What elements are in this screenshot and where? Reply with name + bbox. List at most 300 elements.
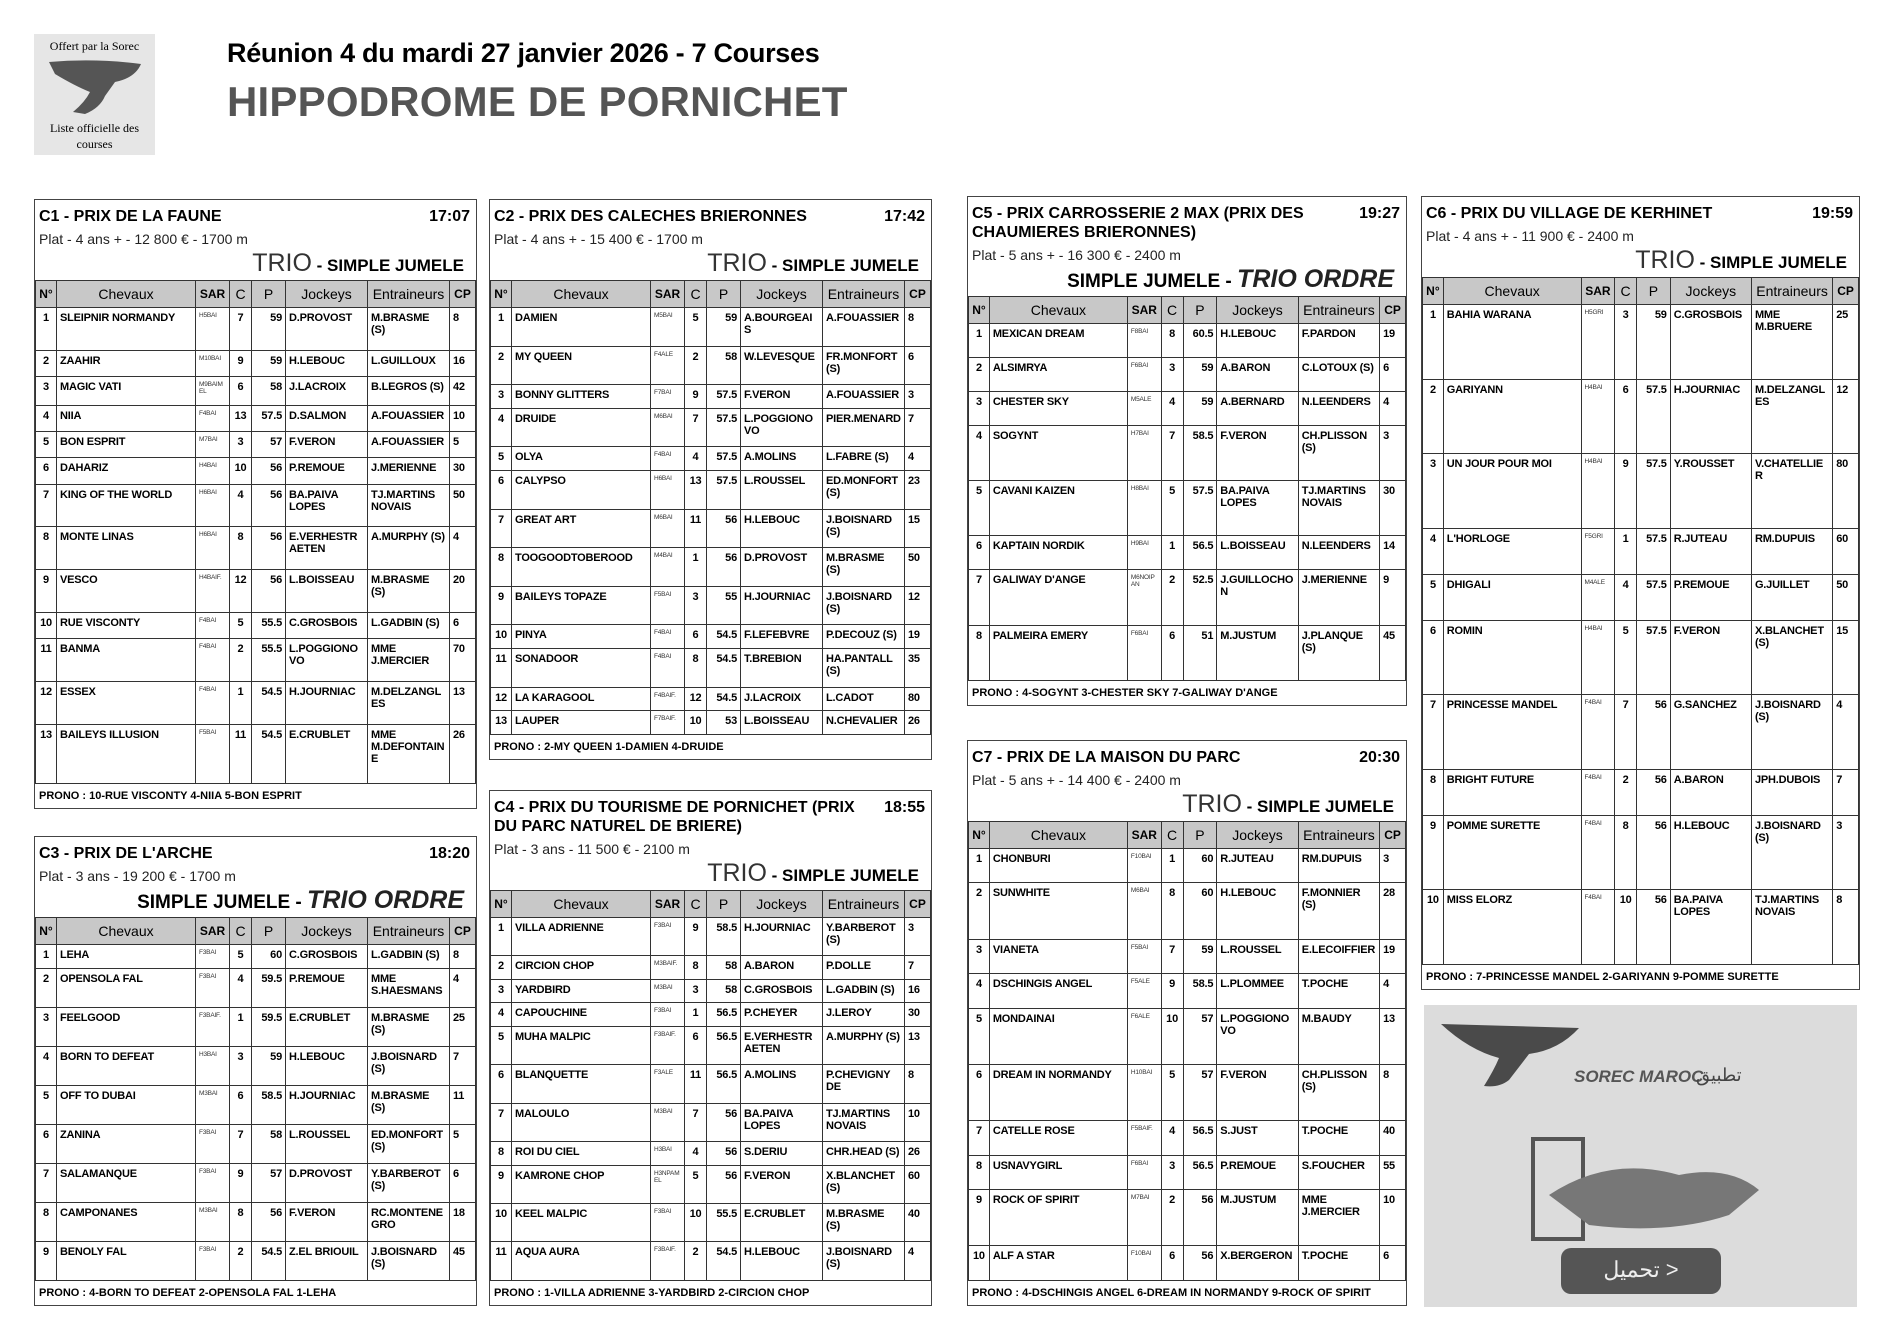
runner-row xyxy=(969,1064,1406,1120)
weight: 57 xyxy=(1183,1064,1217,1120)
draw: 6 xyxy=(1161,1246,1183,1281)
weight: 54.5 xyxy=(707,625,741,649)
horse-name: YARDBIRD xyxy=(512,979,651,1003)
runner-row xyxy=(1423,890,1859,965)
jockey: S.JUST xyxy=(1217,1121,1298,1155)
sorec-logo-icon xyxy=(1439,1020,1579,1090)
jockey: A.BARON xyxy=(1217,357,1298,391)
weight: 57 xyxy=(1183,1008,1217,1064)
runner-number: 1 xyxy=(1423,305,1444,380)
weight: 56 xyxy=(1637,695,1671,770)
draw: 5 xyxy=(1615,620,1637,695)
sar-code: F4BAIF. xyxy=(651,687,685,711)
runner-number: 5 xyxy=(491,447,512,471)
draw: 11 xyxy=(685,1065,707,1103)
runner-number: 7 xyxy=(1423,695,1444,770)
draw: 9 xyxy=(1615,454,1637,529)
trainer: MME J.MERCIER xyxy=(368,639,450,682)
trainer: J.BOISNARD (S) xyxy=(368,1046,450,1085)
trainer: A.FOUASSIER xyxy=(823,308,905,347)
runner-number: 10 xyxy=(36,612,57,638)
runner-row xyxy=(36,1163,476,1202)
odds: 26 xyxy=(905,1142,931,1166)
sar-code: F3ALE xyxy=(651,1065,685,1103)
odds: 40 xyxy=(1380,1121,1406,1155)
draw: 6 xyxy=(685,1026,707,1064)
odds: 80 xyxy=(905,687,931,711)
trainer: J.MERIENNE xyxy=(1298,570,1379,625)
trainer: V.CHATELLIER xyxy=(1751,454,1832,529)
column-header: C xyxy=(685,891,707,918)
column-header: Entraineurs xyxy=(368,281,450,308)
runner-number: 7 xyxy=(36,484,57,527)
runner-row xyxy=(36,308,476,351)
sar-code: H4BAI xyxy=(1581,620,1615,695)
jockey: F.VERON xyxy=(286,432,368,458)
odds: 26 xyxy=(905,711,931,735)
download-button[interactable]: تحميل > xyxy=(1561,1248,1721,1294)
horse-name: LEHA xyxy=(57,945,196,969)
jockey: D.PROVOST xyxy=(741,548,823,587)
runner-row xyxy=(36,458,476,484)
race-card-c4 xyxy=(489,790,932,1306)
odds: 7 xyxy=(905,956,931,980)
weight: 57.5 xyxy=(1637,620,1671,695)
bet-type-secondary: TRIO ORDRE xyxy=(1237,265,1394,293)
sar-code: M4ALE xyxy=(1581,574,1615,620)
jockey: L.BOISSEAU xyxy=(1217,536,1298,570)
jockey: A.BOURGEAIS xyxy=(741,308,823,347)
trainer: P.CHEVIGNY DE xyxy=(823,1065,905,1103)
weight: 52.5 xyxy=(1183,570,1217,625)
odds: 40 xyxy=(905,1204,931,1242)
runner-number: 11 xyxy=(36,639,57,682)
trainer: J.LEROY xyxy=(823,1003,905,1027)
draw: 4 xyxy=(1161,391,1183,425)
draw: 7 xyxy=(230,1124,252,1163)
weight: 56 xyxy=(252,484,286,527)
runner-row xyxy=(491,1165,931,1203)
runner-row xyxy=(491,1003,931,1027)
odds: 4 xyxy=(905,1242,931,1281)
horse-name: OLYA xyxy=(512,447,651,471)
runner-row xyxy=(491,1103,931,1141)
column-header: CP xyxy=(1380,297,1406,324)
column-header: Entraineurs xyxy=(1298,297,1379,324)
runner-number: 8 xyxy=(969,625,990,680)
column-header: N° xyxy=(1423,278,1444,305)
runner-number: 4 xyxy=(36,1046,57,1085)
weight: 59.5 xyxy=(252,968,286,1007)
runners-table xyxy=(968,821,1406,1281)
runner-number: 7 xyxy=(491,509,512,548)
draw: 10 xyxy=(685,1204,707,1242)
jockey: BA.PAIVA LOPES xyxy=(1217,481,1298,536)
draw: 11 xyxy=(685,509,707,548)
column-header: N° xyxy=(491,891,512,918)
race-card-c7 xyxy=(967,740,1407,1306)
weight: 59 xyxy=(1183,357,1217,391)
horse-name: SOGYNT xyxy=(989,425,1127,480)
column-header: C xyxy=(230,918,252,945)
column-header: Chevaux xyxy=(989,297,1127,324)
odds: 26 xyxy=(450,724,476,783)
bet-types xyxy=(35,247,476,280)
race-title: C4 - PRIX DU TOURISME DE PORNICHET (PRIX DU PARC NATUREL DE BRIERE) xyxy=(494,799,855,835)
runner-number: 8 xyxy=(1423,769,1444,815)
trainer: A.MURPHY (S) xyxy=(823,1026,905,1064)
odds: 7 xyxy=(905,408,931,447)
column-header: Jockeys xyxy=(286,918,368,945)
runner-number: 8 xyxy=(969,1155,990,1189)
race-title: C1 - PRIX DE LA FAUNE xyxy=(39,208,222,225)
jockey: E.CRUBLET xyxy=(741,1204,823,1242)
horse-name: BAHIA WARANA xyxy=(1443,305,1581,380)
jockey: C.GROSBOIS xyxy=(1670,305,1751,380)
runner-number: 10 xyxy=(969,1246,990,1281)
horse-name: MUHA MALPIC xyxy=(512,1026,651,1064)
race-title: C2 - PRIX DES CALECHES BRIERONNES xyxy=(494,208,807,225)
bet-types xyxy=(35,884,476,917)
jockey: A.BARON xyxy=(741,956,823,980)
draw: 7 xyxy=(1615,695,1637,770)
horse-name: ROI DU CIEL xyxy=(512,1142,651,1166)
jockey: G.SANCHEZ xyxy=(1670,695,1751,770)
runners-table xyxy=(490,890,931,1281)
jockey: C.GROSBOIS xyxy=(286,612,368,638)
column-header: C xyxy=(1161,297,1183,324)
sar-code: M3BAI xyxy=(196,1202,230,1241)
horse-name: OFF TO DUBAI xyxy=(57,1085,196,1124)
race-card-c2 xyxy=(489,199,932,760)
draw: 4 xyxy=(230,484,252,527)
odds: 6 xyxy=(1380,1246,1406,1281)
runner-row xyxy=(36,1085,476,1124)
race-conditions: Plat - 3 ans - 11 500 € - 2100 m xyxy=(494,841,690,857)
weight: 54.5 xyxy=(252,724,286,783)
jockey: W.LEVESQUE xyxy=(741,346,823,385)
odds: 9 xyxy=(1380,570,1406,625)
horse-name: KING OF THE WORLD xyxy=(57,484,196,527)
runner-row xyxy=(1423,528,1859,574)
runners-table xyxy=(1422,277,1859,965)
draw: 2 xyxy=(230,1241,252,1280)
runners-table xyxy=(35,280,476,784)
sar-code: F6BAI xyxy=(1127,1155,1161,1189)
horse-name: NIIA xyxy=(57,405,196,431)
runner-row xyxy=(1423,620,1859,695)
runner-row xyxy=(491,509,931,548)
trainer: A.MURPHY (S) xyxy=(368,527,450,570)
runner-row xyxy=(36,968,476,1007)
race-conditions: Plat - 4 ans + - 12 800 € - 1700 m xyxy=(39,231,248,247)
odds: 4 xyxy=(1833,695,1859,770)
trainer: M.DELZANGLES xyxy=(368,681,450,724)
odds: 28 xyxy=(1380,883,1406,939)
column-header: SAR xyxy=(196,918,230,945)
runner-number: 9 xyxy=(969,1190,990,1246)
trainer: L.GADBIN (S) xyxy=(368,612,450,638)
column-header: Jockeys xyxy=(741,281,823,308)
horse-name: GREAT ART xyxy=(512,509,651,548)
sar-code: M6BAI xyxy=(651,408,685,447)
trainer: J.BOISNARD (S) xyxy=(823,586,905,625)
trainer: RC.MONTENEGRO xyxy=(368,1202,450,1241)
trainer: A.FOUASSIER xyxy=(368,432,450,458)
horse-name: ROMIN xyxy=(1443,620,1581,695)
runner-number: 3 xyxy=(969,939,990,973)
trainer: TJ.MARTINS NOVAIS xyxy=(1751,890,1832,965)
jockey: F.VERON xyxy=(741,1165,823,1203)
runner-row xyxy=(491,711,931,735)
weight: 57.5 xyxy=(1183,481,1217,536)
draw: 5 xyxy=(1161,481,1183,536)
runner-row xyxy=(491,1142,931,1166)
draw: 13 xyxy=(230,405,252,431)
runner-row xyxy=(491,385,931,409)
trainer: M.BRASME (S) xyxy=(368,1085,450,1124)
column-header: N° xyxy=(36,918,57,945)
race-title: C5 - PRIX CARROSSERIE 2 MAX (PRIX DES CHAUMIERES BRIERONNES) xyxy=(972,205,1304,241)
runner-row xyxy=(36,1007,476,1046)
odds: 3 xyxy=(905,918,931,956)
odds: 45 xyxy=(1380,625,1406,680)
horse-name: ROCK OF SPIRIT xyxy=(989,1190,1127,1246)
runner-row xyxy=(969,1008,1406,1064)
sar-code: F3BAI xyxy=(196,1163,230,1202)
draw: 1 xyxy=(1161,536,1183,570)
horse-name: CAMPONANES xyxy=(57,1202,196,1241)
runner-number: 9 xyxy=(36,570,57,613)
sar-code: H8BAI xyxy=(1127,481,1161,536)
draw: 1 xyxy=(1615,528,1637,574)
runner-row xyxy=(36,1124,476,1163)
runner-number: 13 xyxy=(491,711,512,735)
runner-number: 13 xyxy=(36,724,57,783)
race-time: 19:27 xyxy=(1359,205,1400,222)
draw: 2 xyxy=(1615,769,1637,815)
bet-type-primary: TRIO xyxy=(252,249,312,277)
odds: 19 xyxy=(1380,324,1406,358)
runner-number: 4 xyxy=(969,974,990,1008)
runner-number: 2 xyxy=(36,350,57,376)
sar-code: F4BAI xyxy=(1581,815,1615,890)
weight: 58 xyxy=(707,979,741,1003)
race-time: 19:59 xyxy=(1812,205,1853,222)
trainer: N.CHEVALIER xyxy=(823,711,905,735)
runner-number: 3 xyxy=(36,376,57,405)
trainer: M.BRASME (S) xyxy=(823,548,905,587)
horse-name: BONNY GLITTERS xyxy=(512,385,651,409)
odds: 13 xyxy=(450,681,476,724)
runner-row xyxy=(491,687,931,711)
weight: 57.5 xyxy=(1637,379,1671,454)
horse-name: BAILEYS ILLUSION xyxy=(57,724,196,783)
trainer: N.LEENDERS xyxy=(1298,536,1379,570)
runner-row xyxy=(36,432,476,458)
runner-row xyxy=(969,324,1406,358)
trainer: J.BOISNARD (S) xyxy=(1751,815,1832,890)
sar-code: F6BAI xyxy=(1127,625,1161,680)
runner-number: 7 xyxy=(969,570,990,625)
weight: 54.5 xyxy=(707,687,741,711)
trainer: JPH.DUBOIS xyxy=(1751,769,1832,815)
jockey: F.LEFEBVRE xyxy=(741,625,823,649)
horse-name: BRIGHT FUTURE xyxy=(1443,769,1581,815)
race-title: C7 - PRIX DE LA MAISON DU PARC xyxy=(972,749,1241,766)
runner-row xyxy=(969,1155,1406,1189)
runner-row xyxy=(36,570,476,613)
runner-row xyxy=(969,391,1406,425)
runner-number: 11 xyxy=(491,648,512,687)
odds: 11 xyxy=(450,1085,476,1124)
odds: 6 xyxy=(905,346,931,385)
trainer: E.LECOIFFIER xyxy=(1298,939,1379,973)
odds: 7 xyxy=(450,1046,476,1085)
runner-row xyxy=(969,357,1406,391)
runner-row xyxy=(491,956,931,980)
weight: 58 xyxy=(707,346,741,385)
race-title: C3 - PRIX DE L'ARCHE xyxy=(39,845,213,862)
odds: 35 xyxy=(905,648,931,687)
runner-number: 6 xyxy=(969,1064,990,1120)
sar-code: F4BAI xyxy=(651,648,685,687)
weight: 53 xyxy=(707,711,741,735)
draw: 6 xyxy=(1615,379,1637,454)
weight: 54.5 xyxy=(707,1242,741,1281)
trainer: Y.BARBEROT (S) xyxy=(368,1163,450,1202)
runner-row xyxy=(491,308,931,347)
horse-name: DHIGALI xyxy=(1443,574,1581,620)
trainer: J.BOISNARD (S) xyxy=(823,1242,905,1281)
draw: 10 xyxy=(685,711,707,735)
horse-name: ALSIMRYA xyxy=(989,357,1127,391)
draw: 9 xyxy=(685,385,707,409)
horse-name: SUNWHITE xyxy=(989,883,1127,939)
odds: 3 xyxy=(1833,815,1859,890)
weight: 55.5 xyxy=(252,639,286,682)
bet-type-primary: TRIO xyxy=(1182,790,1242,818)
bet-types xyxy=(490,247,931,280)
horse-name: PALMEIRA EMERY xyxy=(989,625,1127,680)
jockey: E.VERHESTRAETEN xyxy=(286,527,368,570)
sar-code: H3BAI xyxy=(651,1142,685,1166)
sar-code: F3BAIF. xyxy=(196,1007,230,1046)
trainer: M.BAUDY xyxy=(1298,1008,1379,1064)
horse-name: CAPOUCHINE xyxy=(512,1003,651,1027)
sar-code: F3BAIF. xyxy=(651,1242,685,1281)
trainer: M.DELZANGLES xyxy=(1751,379,1832,454)
weight: 55.5 xyxy=(707,1204,741,1242)
race-time: 18:20 xyxy=(429,845,470,862)
horse-name: MALOULO xyxy=(512,1103,651,1141)
jockey: L.POGGIONOVO xyxy=(1217,1008,1298,1064)
weight: 56 xyxy=(707,1165,741,1203)
draw: 4 xyxy=(685,447,707,471)
weight: 56 xyxy=(707,548,741,587)
column-header: Entraineurs xyxy=(823,281,905,308)
weight: 54.5 xyxy=(252,681,286,724)
jockey: Z.EL BRIOUIL xyxy=(286,1241,368,1280)
draw: 5 xyxy=(685,1165,707,1203)
runner-number: 1 xyxy=(491,918,512,956)
ad-brand: SOREC MAROC xyxy=(1574,1067,1704,1086)
sar-code: F5BAIF. xyxy=(1127,1121,1161,1155)
draw: 13 xyxy=(685,471,707,510)
sar-code: F3BAI xyxy=(196,1124,230,1163)
trainer: CHR.HEAD (S) xyxy=(823,1142,905,1166)
column-header: CP xyxy=(450,918,476,945)
draw: 3 xyxy=(1615,305,1637,380)
draw: 7 xyxy=(1161,939,1183,973)
draw: 5 xyxy=(230,612,252,638)
runner-row xyxy=(491,625,931,649)
column-header: CP xyxy=(1833,278,1859,305)
horse-name: GARIYANN xyxy=(1443,379,1581,454)
sar-code: F5BAI xyxy=(651,586,685,625)
runner-number: 9 xyxy=(1423,815,1444,890)
trainer: L.CADOT xyxy=(823,687,905,711)
horse-name: MONDAINAI xyxy=(989,1008,1127,1064)
runner-row xyxy=(491,918,931,956)
trainer: FR.MONFORT (S) xyxy=(823,346,905,385)
column-header: P xyxy=(252,918,286,945)
runner-row xyxy=(969,883,1406,939)
runner-number: 4 xyxy=(491,1003,512,1027)
sar-code: F5ALE xyxy=(1127,974,1161,1008)
draw: 6 xyxy=(1161,625,1183,680)
sar-code: H10BAI xyxy=(1127,1064,1161,1120)
runner-row xyxy=(36,527,476,570)
odds: 6 xyxy=(450,612,476,638)
column-header: Jockeys xyxy=(1670,278,1751,305)
runner-number: 2 xyxy=(969,357,990,391)
bet-type-secondary: - SIMPLE JUMELE xyxy=(311,256,464,275)
weight: 56.5 xyxy=(1183,1155,1217,1189)
horse-name: BORN TO DEFEAT xyxy=(57,1046,196,1085)
column-header: CP xyxy=(450,281,476,308)
horse-name: VILLA ADRIENNE xyxy=(512,918,651,956)
bet-type-primary: TRIO xyxy=(707,859,767,887)
sar-code: F3BAI xyxy=(651,1204,685,1242)
trainer: L.GADBIN (S) xyxy=(368,945,450,969)
weight: 56 xyxy=(252,527,286,570)
jockey: C.GROSBOIS xyxy=(741,979,823,1003)
draw: 3 xyxy=(230,1046,252,1085)
odds: 3 xyxy=(905,385,931,409)
draw: 11 xyxy=(230,724,252,783)
odds: 42 xyxy=(450,376,476,405)
sar-code: F3BAI xyxy=(196,968,230,1007)
runner-row xyxy=(969,425,1406,480)
sar-code: H4BAI xyxy=(196,458,230,484)
column-header: P xyxy=(1183,822,1217,849)
bet-type-primary: TRIO xyxy=(707,249,767,277)
race-card-c3 xyxy=(34,836,477,1306)
runner-row xyxy=(491,1026,931,1064)
jockey: H.JOURNIAC xyxy=(286,1085,368,1124)
sorec-app-ad[interactable] xyxy=(1424,1005,1857,1307)
race-conditions: Plat - 5 ans + - 14 400 € - 2400 m xyxy=(972,772,1181,788)
sar-code: F4BAI xyxy=(196,612,230,638)
odds: 80 xyxy=(1833,454,1859,529)
column-header: SAR xyxy=(1127,822,1161,849)
runner-row xyxy=(36,681,476,724)
column-header: Chevaux xyxy=(989,822,1127,849)
trainer: P.DECOUZ (S) xyxy=(823,625,905,649)
weight: 56 xyxy=(252,1202,286,1241)
draw: 4 xyxy=(1161,1121,1183,1155)
